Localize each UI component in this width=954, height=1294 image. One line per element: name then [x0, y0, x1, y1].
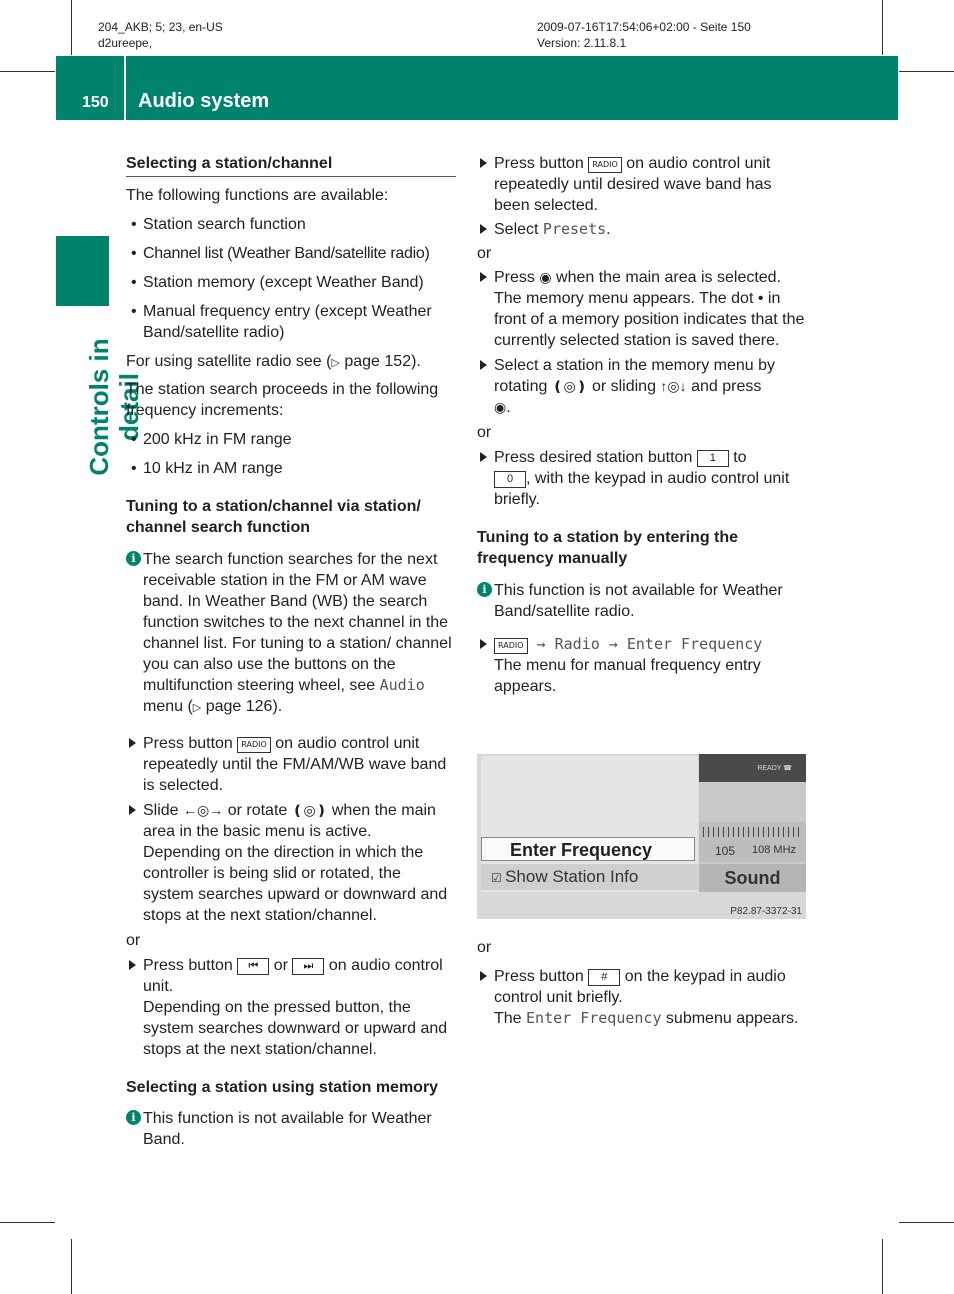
page-title: Audio system: [138, 90, 270, 112]
screen-show-station-info-item: ☑ Show Station Info: [481, 864, 698, 890]
crop-mark: [899, 71, 954, 72]
section-tab-label: Controls in detail: [84, 338, 144, 476]
press-controller-icon: ◉: [494, 399, 507, 415]
display-screenshot: [477, 754, 806, 919]
step-radio-menu-path: RADIO → Radio → Enter Frequency The menu for manual frequency entry appears.: [477, 634, 807, 697]
step-press-radio: Press button RADIO on audio control unit repeatedly until the FM/AM/WB wave band is selected.: [126, 733, 456, 796]
checkbox-icon: ☑: [491, 871, 506, 885]
side-tab-marker: [56, 236, 109, 306]
step-press-controller: Press ◉ when the main area is selected. The memory menu appears. The dot • in front of a memory position indicates that the currently selected station is saved there.: [477, 267, 807, 351]
list-item: • 200 kHz in FM range: [126, 429, 456, 450]
dot-icon: •: [757, 290, 764, 307]
crop-mark: [71, 1239, 72, 1294]
info-icon: i: [477, 582, 492, 597]
crop-mark: [882, 0, 883, 55]
step-select-presets: Select Presets.: [477, 219, 807, 240]
key-hash-icon: #: [588, 969, 620, 986]
page-ref-icon: ▷: [331, 357, 340, 369]
list-item: • Manual frequency entry (except Weather Band/satellite radio): [126, 301, 456, 343]
right-column: [477, 153, 807, 709]
radio-button-icon: RADIO: [494, 638, 528, 654]
press-controller-icon: ◉: [539, 269, 552, 285]
skip-forward-icon: ⏭: [292, 958, 324, 975]
scale-ticks: [703, 827, 803, 837]
key-1-icon: 1: [697, 450, 729, 467]
crop-mark: [0, 71, 55, 72]
step-press-hash: Press button # on the keypad in audio control unit briefly. The Enter Frequency submenu appears.: [477, 966, 807, 1029]
or-text: or: [477, 424, 492, 441]
info-note: i This function is not available for Weather Band/satellite radio.: [477, 580, 807, 622]
slide-up-down-icon: ↑◎↓: [660, 378, 687, 394]
left-column: [126, 153, 456, 1150]
list-item: • Station search function: [126, 214, 456, 235]
satellite-reference: For using satellite radio see (▷ page 152).: [126, 353, 421, 370]
intro-text: The following functions are available:: [126, 187, 389, 204]
screen-enter-frequency-item: Enter Frequency: [481, 837, 695, 861]
rotate-controller-icon: ❪◎❫: [291, 802, 328, 818]
crop-mark: [899, 1222, 954, 1223]
screen-sound-item: Sound: [699, 864, 806, 892]
page-number: 150: [82, 94, 109, 111]
step-press-radio-repeat: Press button RADIO on audio control unit repeatedly until desired wave band has been selected.: [477, 153, 807, 216]
crop-mark: [71, 0, 72, 55]
print-meta-right: 2009-07-16T17:54:06+02:00 - Seite 150 Version: 2.11.8.1: [537, 20, 751, 50]
step-slide-rotate: Slide ←◎→ or rotate ❪◎❫ when the main area in the basic menu is active. Depending on the direction in which the controller is being slid or rotated, the system searches upward or downward and stops at the next station/channel.: [126, 800, 456, 926]
list-item: • Channel list (Weather Band/satellite radio): [126, 243, 456, 264]
freq-label: 108 MHz: [752, 844, 797, 856]
heading-tuning-manual: Tuning to a station by entering the frequency manually: [477, 529, 739, 567]
heading-station-memory: Selecting a station using station memory: [126, 1079, 439, 1096]
step-press-skip: Press button ⏮ or ⏭ on audio control unit. Depending on the pressed button, the system searches downward or upward and stops at the next station/channel.: [126, 955, 456, 1060]
freq-label: 105: [715, 844, 736, 858]
heading-selecting-station: Selecting a station/channel: [126, 153, 456, 177]
slide-left-right-icon: ←◎→: [183, 802, 224, 818]
print-meta-left: 204_AKB; 5; 23, en-US d2ureepe,: [98, 20, 223, 50]
page-header: [56, 56, 898, 120]
info-note: i The search function searches for the next receivable station in the FM or AM wave band. In Weather Band (WB) the search function switches to the next channel in the channel list. For tuning to a station/ channel you can also use the buttons on the multifunction steering wheel, see Audio menu (▷ page 126).: [126, 549, 456, 719]
screen-status-panel: [699, 754, 806, 892]
skip-back-icon: ⏮: [237, 958, 269, 975]
list-item: • 10 kHz in AM range: [126, 458, 456, 479]
info-icon: i: [126, 551, 141, 566]
or-text: or: [477, 939, 492, 956]
or-text: or: [126, 932, 141, 949]
heading-tuning-search: Tuning to a station/channel via station/ channel search function: [126, 498, 421, 536]
step-press-station-button: Press desired station button 1 to 0 , with the keypad in audio control unit briefly.: [477, 447, 807, 510]
header-divider: [124, 56, 126, 120]
image-code: P82.87-3372-31: [730, 906, 802, 917]
info-icon: i: [126, 1110, 141, 1125]
phone-icon: ☎: [783, 765, 792, 772]
info-note: i This function is not available for Weather Band.: [126, 1108, 456, 1150]
crop-mark: [0, 1222, 55, 1223]
or-text: or: [477, 245, 492, 262]
radio-button-icon: RADIO: [588, 157, 622, 173]
right-column-lower: [477, 937, 807, 1029]
key-0-icon: 0: [494, 471, 526, 488]
rotate-controller-icon: ❪◎❫: [551, 378, 588, 394]
search-proceeds-text: The station search proceeds in the following frequency increments:: [126, 381, 439, 419]
radio-button-icon: RADIO: [237, 737, 271, 753]
screen-status-bar: READY ☎: [699, 754, 806, 782]
crop-mark: [882, 1239, 883, 1294]
frequency-scale: [699, 822, 806, 862]
list-item: • Station memory (except Weather Band): [126, 272, 456, 293]
step-select-memory: Select a station in the memory menu by rotating ❪◎❫ or sliding ↑◎↓ and press ◉.: [477, 355, 807, 418]
page-ref-icon: ▷: [192, 702, 202, 714]
